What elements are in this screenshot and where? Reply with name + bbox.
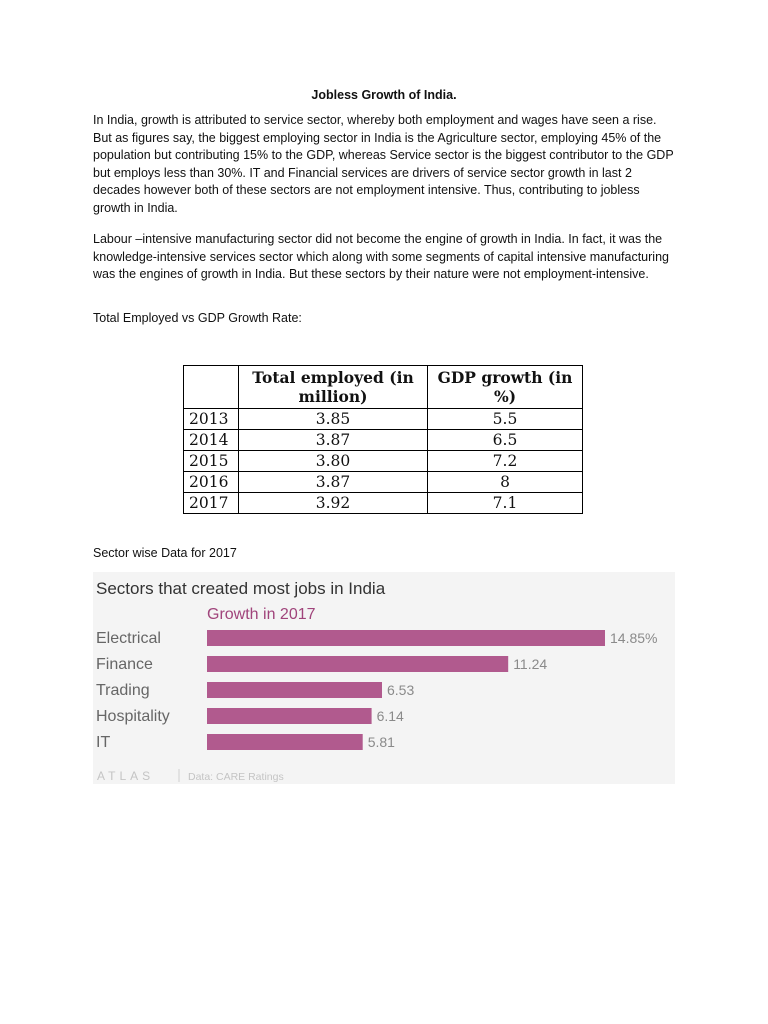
value-label: 6.53 [387, 682, 415, 698]
table-cell-employed: 3.80 [239, 451, 428, 472]
document-title: Jobless Growth of India. [311, 88, 457, 102]
table-cell-gdp: 8 [428, 472, 583, 493]
paragraph-manufacturing: Labour –intensive manufacturing sector did not become the engine of growth in India. In fact, it was the knowledge-intensive services sector which along with some segments of capital intensive manufacturing was the engines of growth in India. But these sectors by their nature were not employment-intensive. [93, 232, 669, 281]
table-caption: Total Employed vs GDP Growth Rate: [93, 311, 302, 325]
sector-jobs-chart [93, 572, 675, 784]
chart-source: Data: CARE Ratings [188, 771, 284, 783]
table-cell-gdp: 7.2 [428, 451, 583, 472]
table-cell-year: 2014 [184, 430, 239, 451]
bar-chart-svg [93, 572, 675, 784]
bar [207, 682, 382, 698]
value-label: 14.85% [610, 630, 658, 646]
table-cell-employed: 3.87 [239, 430, 428, 451]
chart-subtitle: Growth in 2017 [207, 606, 316, 623]
bar [207, 734, 363, 750]
table-cell-year: 2013 [184, 409, 239, 430]
table-cell-year: 2017 [184, 493, 239, 514]
category-label: Electrical [96, 630, 161, 647]
value-label: 5.81 [367, 734, 395, 750]
table-cell-employed: 3.87 [239, 472, 428, 493]
table-cell-employed: 3.92 [239, 493, 428, 514]
table-row [184, 493, 583, 514]
paragraph-intro: In India, growth is attributed to service sector, whereby both employment and wages have seen a rise. But as figures say, the biggest employing sector in India is the Agriculture sector, employing 45% of the population but contributing 15% to the GDP, whereas Service sector is the biggest contributor to the GDP but employs less than 30%. IT and Financial services are drivers of service sector growth in last 2 decades however both of these sectors are not employment intensive. Thus, contributing to jobless growth in India. [93, 113, 674, 215]
table-cell-gdp: 6.5 [428, 430, 583, 451]
category-label: Trading [96, 682, 150, 699]
table-cell-year: 2016 [184, 472, 239, 493]
table-header-gdp: GDP growth (in %) [428, 366, 583, 409]
table-row [184, 409, 583, 430]
value-label: 11.24 [513, 656, 548, 672]
table-row [184, 451, 583, 472]
value-label: 6.14 [376, 708, 404, 724]
chart-caption: Sector wise Data for 2017 [93, 546, 237, 560]
category-label: Hospitality [96, 708, 170, 725]
table-header-year [184, 366, 239, 409]
table-row [184, 430, 583, 451]
table-cell-year: 2015 [184, 451, 239, 472]
category-label: IT [96, 734, 111, 751]
atlas-logo: ATLAS [97, 769, 155, 783]
table-header-row [184, 366, 583, 409]
bar [207, 630, 605, 646]
bar [207, 656, 508, 672]
table-cell-gdp: 5.5 [428, 409, 583, 430]
table-cell-gdp: 7.1 [428, 493, 583, 514]
chart-title: Sectors that created most jobs in India [96, 579, 386, 598]
category-label: Finance [96, 656, 153, 673]
bars-group [96, 630, 657, 751]
bar [207, 708, 372, 724]
table-row [184, 472, 583, 493]
employment-gdp-table [183, 365, 583, 514]
chart-footer [97, 769, 284, 783]
table-header-employed: Total employed (in million) [239, 366, 428, 409]
table-cell-employed: 3.85 [239, 409, 428, 430]
